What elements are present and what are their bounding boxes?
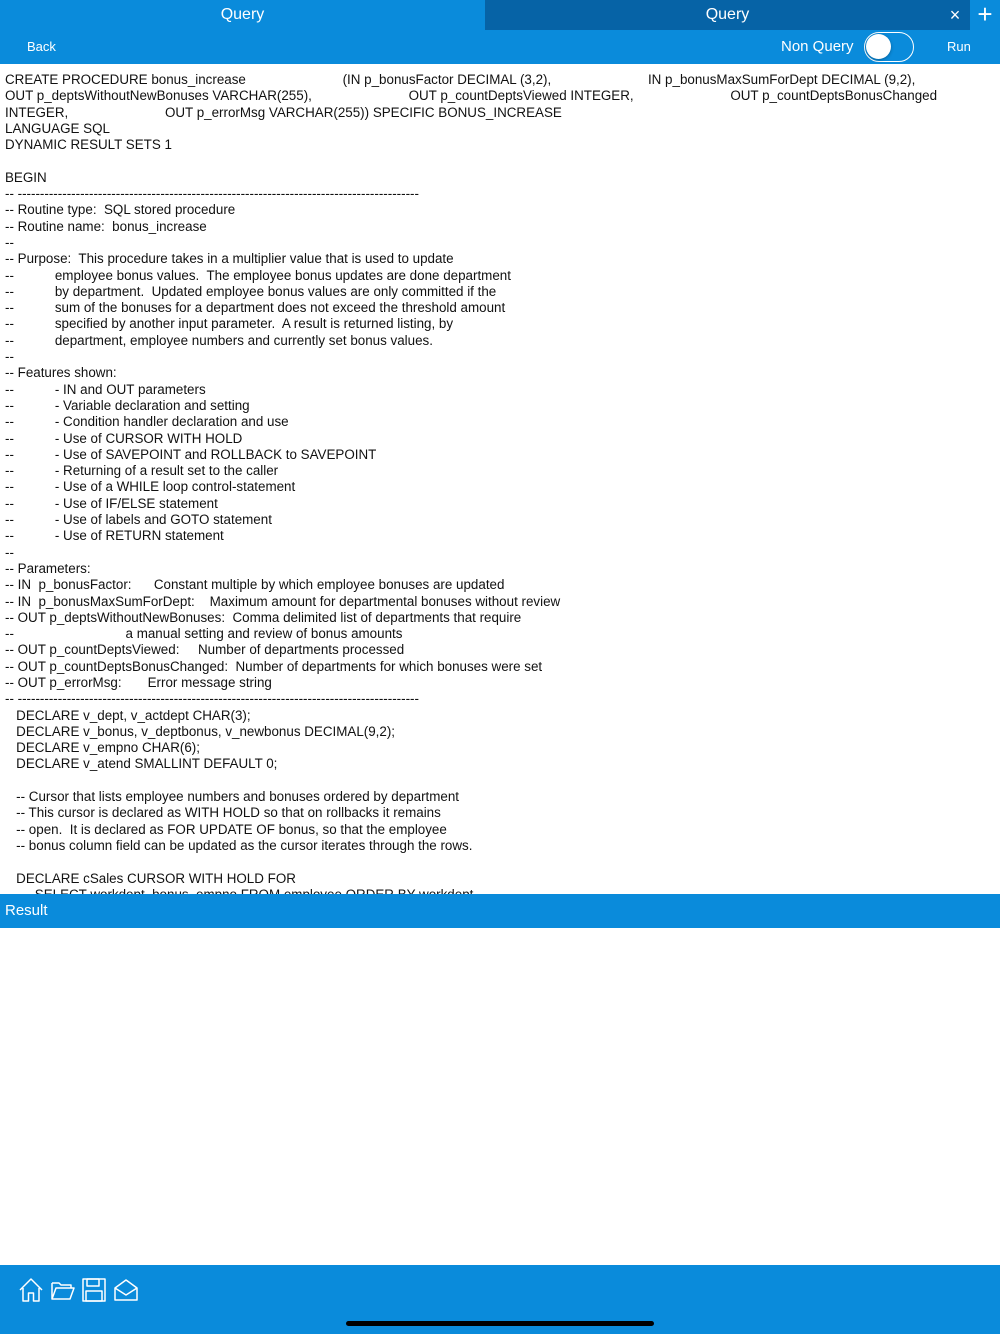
tab-query-2[interactable] bbox=[485, 0, 970, 30]
result-header bbox=[0, 894, 1000, 928]
tab-label: Query bbox=[220, 6, 265, 23]
sql-editor-text: CREATE PROCEDURE bonus_increase (IN p_bonusFactor DECIMAL (3,2), IN p_bonusMaxSumForDept DECIMAL (9,2), OUT p_deptsWithoutNewBonuses VARCHAR(255), OUT p_countDeptsViewed INTEGER, OUT p_countDeptsBonusChanged INTEGER, OUT p_errorMsg VARCHAR(255)) SPECIFIC BONUS_INCREASE LANGUAGE SQL DYNAMIC RESULT SETS 1 BEGIN -- ------------------------------------------------------------------------------------------ -- Routine type: SQL stored procedure -- Routine name: bonus_increase -- -- Purpose: This procedure takes in a multiplier value that is used to update -- employee bonus values. The employee bonus updates are done department -- by department. Updated employee bonus values are only committed if the -- sum of the bonuses for a department does not exceed the threshold amount -- specified by another input parameter. A result is returned listing, by -- department, employee numbers and currently set bonus values. -- -- Features shown: -- - IN and OUT parameters -- - Variable declaration and setting -- - Condition handler declaration and use -- - Use of CURSOR WITH HOLD -- - Use of SAVEPOINT and ROLLBACK to SAVEPOINT -- - Returning of a result set to the caller -- - Use of a WHILE loop control-statement -- - Use of IF/ELSE statement -- - Use of labels and GOTO statement -- - Use of RETURN statement -- -- Parameters: -- IN p_bonusFactor: Constant multiple by which employee bonuses are updated -- IN p_bonusMaxSumForDept: Maximum amount for departmental bonuses without review -- OUT p_deptsWithoutNewBonuses: Comma delimited list of departments that require -- a manual setting and review of bonus amounts -- OUT p_countDeptsViewed: Number of departments processed -- OUT p_countDeptsBonusChanged: Number of departments for which bonuses were set -- OUT p_errorMsg: Error message string -- ------------------------------------------------------------------------------------------ DECLARE v_dept, v_actdept CHAR(3); DECLARE v_bonus, v_deptbonus, v_newbonus DECIMAL(9,2); DECLARE v_empno CHAR(6); DECLARE v_atend SMALLINT DEFAULT 0; -- Cursor that lists employee numbers and bonuses ordered by department -- This cursor is declared as WITH HOLD so that on rollbacks it remains -- open. It is declared as FOR UPDATE OF bonus, so that the employee -- bonus column field can be updated as the cursor iterates through the rows. DECLARE cSales CURSOR WITH HOLD FOR bbox=[5, 72, 938, 886]
back-button[interactable]: Back bbox=[27, 39, 56, 54]
home-indicator bbox=[346, 1321, 654, 1326]
non-query-label: Non Query bbox=[781, 38, 854, 55]
tab-bar bbox=[0, 0, 1000, 30]
toggle-knob bbox=[866, 34, 891, 59]
home-icon[interactable] bbox=[18, 1277, 44, 1303]
toolbar bbox=[0, 30, 1000, 64]
close-tab-icon[interactable]: × bbox=[949, 5, 961, 25]
result-label: Result bbox=[5, 902, 48, 919]
tab-label: Query bbox=[705, 6, 750, 23]
save-icon[interactable] bbox=[81, 1277, 107, 1303]
add-tab-icon[interactable]: + bbox=[970, 0, 1000, 30]
result-area bbox=[0, 928, 1000, 1265]
run-button[interactable]: Run bbox=[947, 39, 971, 54]
mail-icon[interactable] bbox=[113, 1277, 139, 1303]
non-query-toggle[interactable] bbox=[864, 32, 914, 62]
folder-icon[interactable] bbox=[50, 1277, 76, 1303]
sql-editor[interactable] bbox=[0, 64, 1000, 894]
tab-query-1[interactable] bbox=[0, 0, 485, 30]
